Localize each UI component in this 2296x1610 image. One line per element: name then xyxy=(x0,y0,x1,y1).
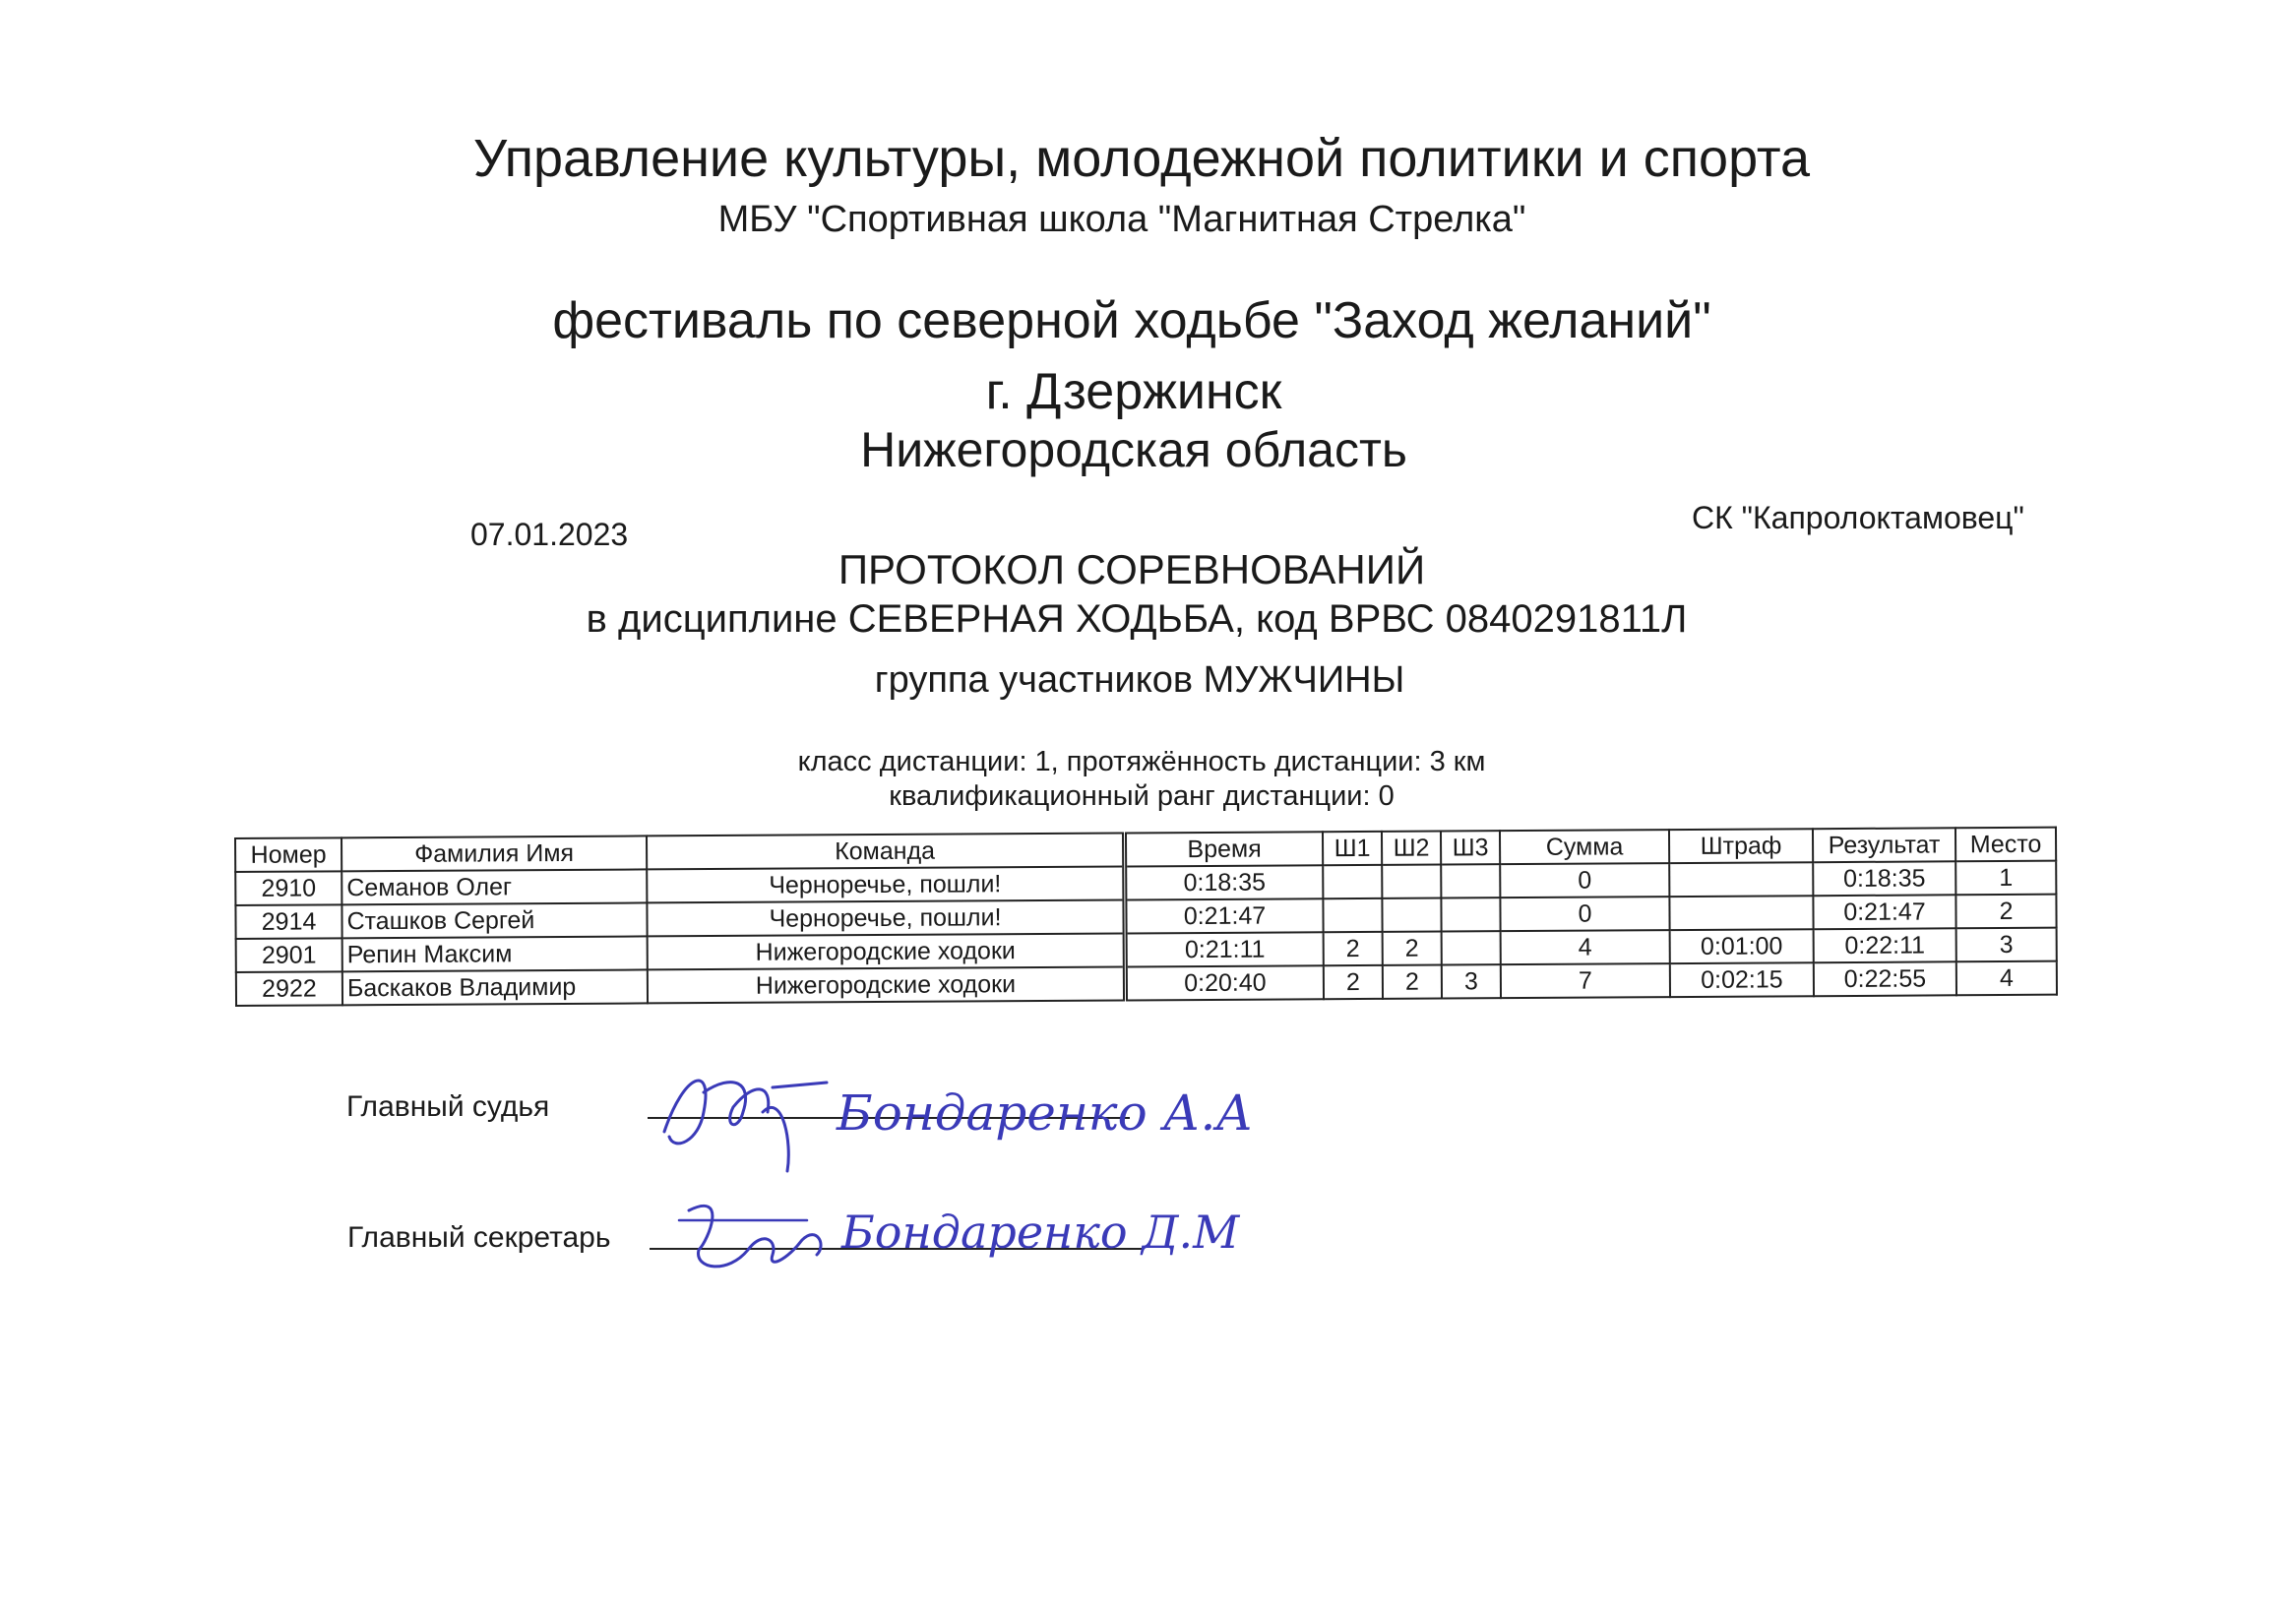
cell-team: Нижегородские ходоки xyxy=(648,966,1126,1003)
cell-penalty xyxy=(1669,896,1813,930)
cell-team: Нижегородские ходоки xyxy=(648,933,1126,969)
cell-time: 0:20:40 xyxy=(1125,965,1324,1000)
header-time: Время xyxy=(1124,832,1323,866)
cell-name: Репин Максим xyxy=(342,936,648,971)
distance-rank: квалификационный ранг дистанции: 0 xyxy=(889,780,1395,812)
cell-sh3 xyxy=(1441,898,1500,931)
city: г. Дзержинск xyxy=(985,363,1282,420)
cell-result: 0:18:35 xyxy=(1813,861,1955,896)
cell-sh1: 2 xyxy=(1324,932,1383,965)
cell-time: 0:21:11 xyxy=(1125,932,1324,966)
chief-judge-signature-text: Бондаренко А.А xyxy=(837,1084,1254,1142)
cell-sh3 xyxy=(1441,864,1500,898)
chief-judge-signature xyxy=(645,1053,1274,1181)
header-sum: Сумма xyxy=(1500,830,1669,864)
cell-sh3 xyxy=(1442,931,1501,964)
chief-secretary-label: Главный секретарь xyxy=(347,1221,611,1254)
cell-result: 0:21:47 xyxy=(1813,895,1955,929)
header-place: Место xyxy=(1955,828,2056,862)
cell-name: Сташков Сергей xyxy=(341,902,647,938)
cell-sh3: 3 xyxy=(1442,964,1501,998)
header-sh3: Ш3 xyxy=(1441,831,1500,864)
cell-place: 4 xyxy=(1956,961,2057,996)
cell-sum: 7 xyxy=(1501,963,1670,998)
header-team: Команда xyxy=(647,833,1125,869)
school-title: МБУ "Спортивная школа "Магнитная Стрелка" xyxy=(717,199,1526,240)
cell-sum: 4 xyxy=(1501,930,1670,964)
cell-sh2: 2 xyxy=(1383,965,1442,999)
cell-team: Черноречье, пошли! xyxy=(647,899,1125,936)
cell-time: 0:18:35 xyxy=(1125,865,1324,899)
distance-class: класс дистанции: 1, протяжённость дистанции: 3 км xyxy=(797,746,1486,777)
cell-time: 0:21:47 xyxy=(1125,898,1324,933)
cell-name: Семанов Олег xyxy=(341,869,647,904)
header-name: Фамилия Имя xyxy=(341,836,647,871)
cell-penalty: 0:01:00 xyxy=(1670,929,1814,963)
event-date: 07.01.2023 xyxy=(470,517,629,552)
cell-sum: 0 xyxy=(1500,897,1669,931)
cell-result: 0:22:11 xyxy=(1814,928,1956,962)
cell-sh2: 2 xyxy=(1383,932,1442,965)
cell-penalty: 0:02:15 xyxy=(1670,962,1814,997)
cell-sh1 xyxy=(1323,898,1382,932)
club-name: СК "Капролоктамовец" xyxy=(1692,500,2024,535)
cell-number: 2910 xyxy=(235,871,341,905)
cell-sh1: 2 xyxy=(1324,965,1383,999)
cell-team: Черноречье, пошли! xyxy=(647,866,1125,902)
cell-place: 3 xyxy=(1956,928,2057,962)
region: Нижегородская область xyxy=(860,422,1407,477)
cell-number: 2922 xyxy=(236,971,342,1006)
results-table xyxy=(234,827,2058,1007)
chief-secretary-signature-text: Бондаренко Д.М xyxy=(841,1206,1240,1259)
header-result: Результат xyxy=(1813,828,1955,862)
chief-judge-label: Главный судья xyxy=(346,1090,550,1123)
cell-number: 2914 xyxy=(235,904,341,939)
cell-name: Баскаков Владимир xyxy=(342,969,648,1005)
cell-place: 1 xyxy=(1955,861,2056,896)
organization-title: Управление культуры, молодежной политики и спорта xyxy=(472,129,1811,188)
chief-secretary-signature xyxy=(669,1181,1260,1289)
cell-sh2 xyxy=(1382,898,1441,932)
header-number: Номер xyxy=(235,837,341,872)
header-sh2: Ш2 xyxy=(1382,832,1441,865)
cell-number: 2901 xyxy=(236,938,342,972)
protocol-discipline: в дисциплине СЕВЕРНАЯ ХОДЬБА, код ВРВС 0840291811Л xyxy=(586,597,1688,641)
cell-sum: 0 xyxy=(1500,863,1669,898)
cell-result: 0:22:55 xyxy=(1814,961,1956,996)
festival-title: фестиваль по северной ходьбе "Заход желаний" xyxy=(552,292,1711,349)
protocol-title: ПРОТОКОЛ СОРЕВНОВАНИЙ xyxy=(838,546,1426,592)
cell-sh1 xyxy=(1323,865,1382,898)
header-penalty: Штраф xyxy=(1669,829,1813,863)
participant-group: группа участников МУЖЧИНЫ xyxy=(874,659,1405,701)
cell-penalty xyxy=(1669,862,1813,897)
cell-place: 2 xyxy=(1955,895,2056,929)
header-sh1: Ш1 xyxy=(1323,832,1382,865)
cell-sh2 xyxy=(1382,865,1441,898)
